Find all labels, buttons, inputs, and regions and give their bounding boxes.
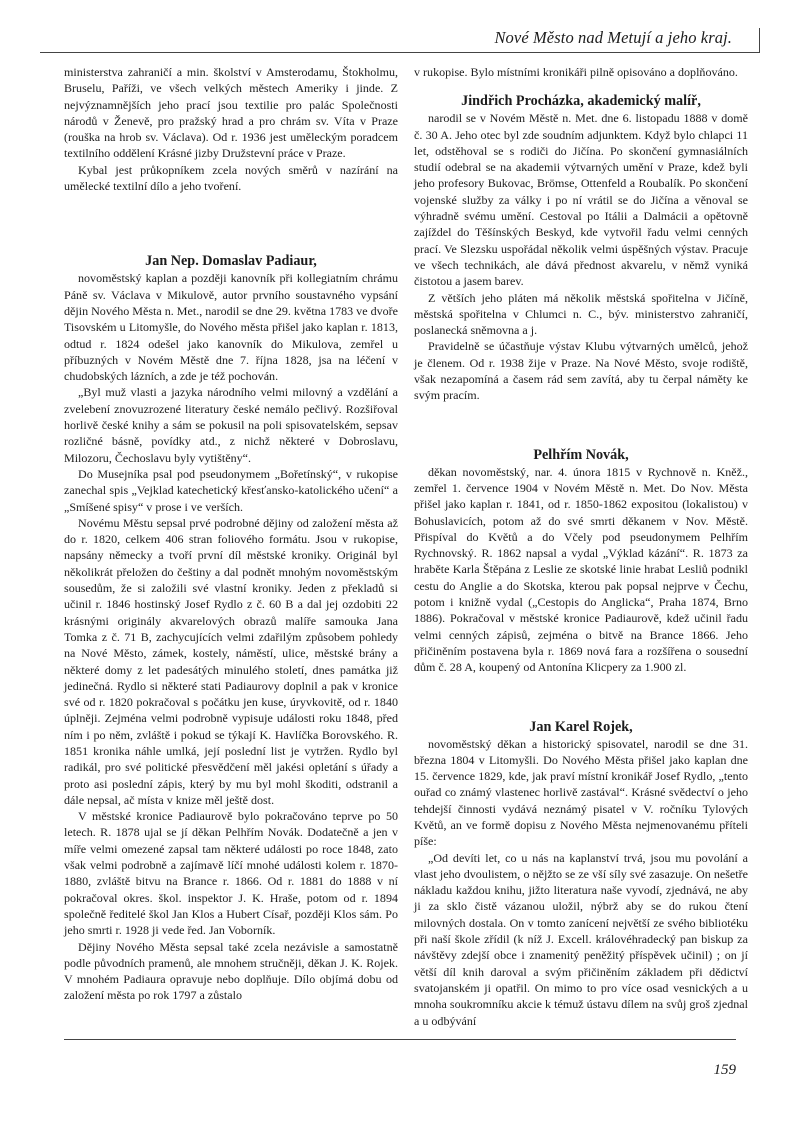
running-header — [40, 28, 760, 58]
paragraph: novoměstský děkan a historický spisovatel, narodil se dne 31. března 1804 v Litomyšli. Do Nového Města přišel jako kaplan dne 15. července 1829, kde, jak praví místní kronikář Josef Rydlo, „tento ouřad co známý vlastenec horlivě zastával“. Krásné svědectví o jeho tehdejší činnosti vydává neznámý pisatel v V. ročníku Tylových Květů, an ve formě dopisu z Nového Města nejmenovanému příteli píše: — [414, 736, 748, 849]
section-heading-rojek: Jan Karel Rojek, — [529, 718, 633, 735]
paragraph: Dějiny Nového Města sepsal také zcela nezávisle a samostatně podle původních pramenů, ale mnohem stručněji, děkan J. K. Rojek. V mnohém Padiaura opravuje nebo doplňuje. Dílo objímá dobu od založení města po rok 1797 a zůstalo — [64, 939, 398, 1003]
footer-rule — [64, 1039, 736, 1040]
paragraph: novoměstský kaplan a později kanovník při kollegiatním chrámu Páně sv. Václava v Mikulově, autor prvního soustavného vypsání dějin Nového Města n. Met., narodil se dne 29. května 1783 ve dvoře Tisovském u Litomyšle, do Nového města přišel jako kaplan r. 1813, odtud r. 1824 odešel jako kanovník do Mikulova, zemřel u příbuzných v Novém Městě dne 7. října 1828, jsa na léčení v chudobských lázních, a zde je též pochován. — [64, 271, 398, 384]
running-header-title: Nové Město nad Metují a jeho kraj. — [494, 28, 732, 47]
paragraph: Do Musejníka psal pod pseudonymem „Bořetínský“, v rukopise zanechal spis „Vejklad katechetický křesťansko-katolického učení“ a „Smíšené spisy“ v prose i ve verších. — [64, 466, 398, 514]
paragraph: narodil se v Novém Městě n. Met. dne 6. listopadu 1888 v domě č. 30 A. Jeho otec byl zde soudním adjunktem. Když bylo chlapci 11 let, odstěhoval se s rodiči do Jičína. Po skončení gymnasiálních studií odebral se na akademii výtvarných umění v Praze, kdež byli jeho profesory Bukovac, Brömse, Ottenfeld a Roubalík. Po skončení vojenské služby za války i po ní vrátil se do Jičína a věnoval se výhradně svému umění. Cestoval po Itálii a Dalmácii a opětovně zajíždel do Těšínských Beskyd, kde vytvořil řadu velmi cenných prací. Ve Slezsku uspořádal několik velmi úspěšných výstav. Pracuje ve všech technikách, ale dává přednost akvarelu, v němž vyniká čistotou a jasem barev. — [414, 111, 748, 289]
left-column — [64, 64, 398, 1004]
paragraph: Pravidelně se účastňuje výstav Klubu výtvarných umělců, jehož je členem. Od r. 1938 žije v Praze. Na Nové Město, svoje rodiště, však nezapomíná a časem rád sem zavítá, aby tu čerpal náměty ke svým pracím. — [414, 339, 748, 403]
paragraph: v rukopise. Bylo místními kronikáři pilně opisováno a doplňováno. — [414, 65, 738, 79]
paragraph: Novému Městu sepsal prvé podrobné dějiny od založení města až do r. 1820, celkem 406 stran foliového formátu. Jsou v rukopise, napsány německy a tvoří první díl městské kroniky. Originál byl několikrát přeložen do češtiny a dal podnět mnohým novoměstským sousedům, že si založili své vlastní kroniky. Jeden z překladů si učinil r. 1846 hostinský Josef Rydlo z č. 60 B a dal jej ozdobiti 22 krásnými originály akvarelových obrazů malíře samouka Jana Tomka z č. 71 B, zachycujících velmi zdařilým způsobem pohledy na Nové Město, zámek, kostely, náměstí, ulice, městské brány a některé domy z let padesátých minulého století, dnes památka již jedinečná. Rydlo si některé stati Padiaurovy doplnil a pak v kronice své od r. 1820 pokračoval s počátku jen kuse, úryvkovitě, od r. 1840 úplněji. Zejména velmi podrobně vypisuje události roku 1848, před ním i po něm, zvláště i pokud se týkají K. Havlíčka Borovského. R. 1851 kronika náhle umlká, její poslední list je vytržen. Rydlo byl radikál, pro své politické přesvědčení měl jakési opletání s úřady a proto asi poslední zápis, který by mu byl mohl škoditi, odstranil a dále nepsal, ač místa v knize měl ještě dost. — [64, 515, 398, 807]
section-heading-novak: Pelhřím Novák, — [533, 446, 629, 463]
paragraph: ministerstva zahraničí a min. školství v Amsterodamu, Štokholmu, Bruselu, Paříži, ve všech velkých městech Ameriky i jinde. Z nejvýznamnějších jeho prací jsou textilie pro palác Společnosti národů v Ženevě, pro pražský hrad a pro chrám sv. Víta v Praze (rouška na hrob sv. Václava). Od r. 1936 jest uměleckým poradcem textilního oddělení Krásné jizby Družstevní práce v Praze. — [64, 65, 398, 161]
header-rule-vertical — [759, 28, 760, 52]
paragraph: „Od devíti let, co u nás na kaplanství trvá, jsou mu povolání a vlast jeho dvoulistem, o nějžto se ze vší síly své zasazuje. On nešetře nákladu každou knihu, jižto literatura naše vyvodí, zjednává, ne aby ji za sklo čistě vázanou uložil, nýbrž aby se do rukou čtení milovných dostala. On v tomto zanícení největší ze svého bibliotéku při naší škole zřídil (k níž J. Excell. královéhradecký pan biskup za návštěvy zdejší obce i znamenitý peněžitý příspěvek učinil) ; on jí větší díl knih daroval a svým přičiněním základem při dědictví svatojanském ji opatřil. On mimo to pro více osad vesnických a u mnoha soukromníku akcie k témuž ústavu dílem na svůj groš zjednal a u odbývání — [414, 850, 748, 1028]
paragraph: Kybal jest průkopníkem zcela nových směrů v nazírání na umělecké textilní dílo a jeho tvoření. — [64, 162, 398, 194]
paragraph: „Byl muž vlasti a jazyka národního velmi milovný a vzdělání a zvelebení znovuzrozené literatury české nemálo pečlivý. Rozšiřoval horlivě české knihy a sám se pokusil na poli spisovatelském, sepsav rozličné básně, povídky atd., z nichž některé v Dobroslavu, Milozoru, Čechoslavu byly vytištěny“. — [64, 385, 398, 465]
section-heading-prochazka: Jindřich Procházka, akademický malíř, — [461, 93, 701, 110]
paragraph: děkan novoměstský, nar. 4. února 1815 v Rychnově n. Kněž., zemřel 1. července 1904 v Novém Městě n. Met. Do Nov. Města přišel jako kaplan r. 1841, od r. 1850-1862 expositou (lokalistou) v Bohuslavicích, potom až do své smrti děkanem v Nov. Městě. Přispíval do Květů a do Včely pod pseudonymem Pelhřím Rychnovský. R. 1862 napsal a vydal „Výklad kázání“. R. 1873 za hraběte Karla Štěpána z Leslie ze skotské linie hrabat Lesliů podnikl cestu do Anglie a do Skotska, kterou pak popsal nejprve v Čechu, potom i knižně vydal („Cestopis do Anglicka“, Praha 1874, Brno 1886). Pokračoval v městské kronice Padiaurově, kdež učinil řadu velmi cenných zápisů, zejména o bitvě na Brance 1866. Jeho přičiněním postavena byla r. 1869 nová fara a rozšířena o sousední dům č. 28 A, koupený od Antonína Klicpery za 1.900 zl. — [414, 464, 748, 675]
section-heading-padiaur: Jan Nep. Domaslav Padiaur, — [145, 253, 317, 270]
right-column — [414, 64, 748, 1029]
paragraph: V městské kronice Padiaurově bylo pokračováno teprve po 50 letech. R. 1878 ujal se jí děkan Pelhřím Novák. Dodatečně a jen v míře velmi omezené zapsal tam některé události po roce 1848, zato však velmi podrobně a zajímavě líčí mnohé události kolem r. 1870-1880, zvláště bitvu na Brance r. 1866. Od r. 1881 do 1888 v ní pokračoval okres. škol. inspektor J. K. Hraše, potom od r. 1894 společně ředitelé škol Jan Klos a Hubert Císař, později Klos sám. Po jeho smrti r. 1928 ji vede řed. Jan Voborník. — [64, 809, 398, 938]
header-rule — [40, 52, 760, 53]
page-number: 159 — [713, 1062, 736, 1078]
paragraph: Z větších jeho pláten má několik městská spořitelna v Jičíně, městská spořitelna v Chlumci n. C., býv. ministerstvo zahraničí, poslanecká sněmovna a j. — [414, 290, 748, 338]
